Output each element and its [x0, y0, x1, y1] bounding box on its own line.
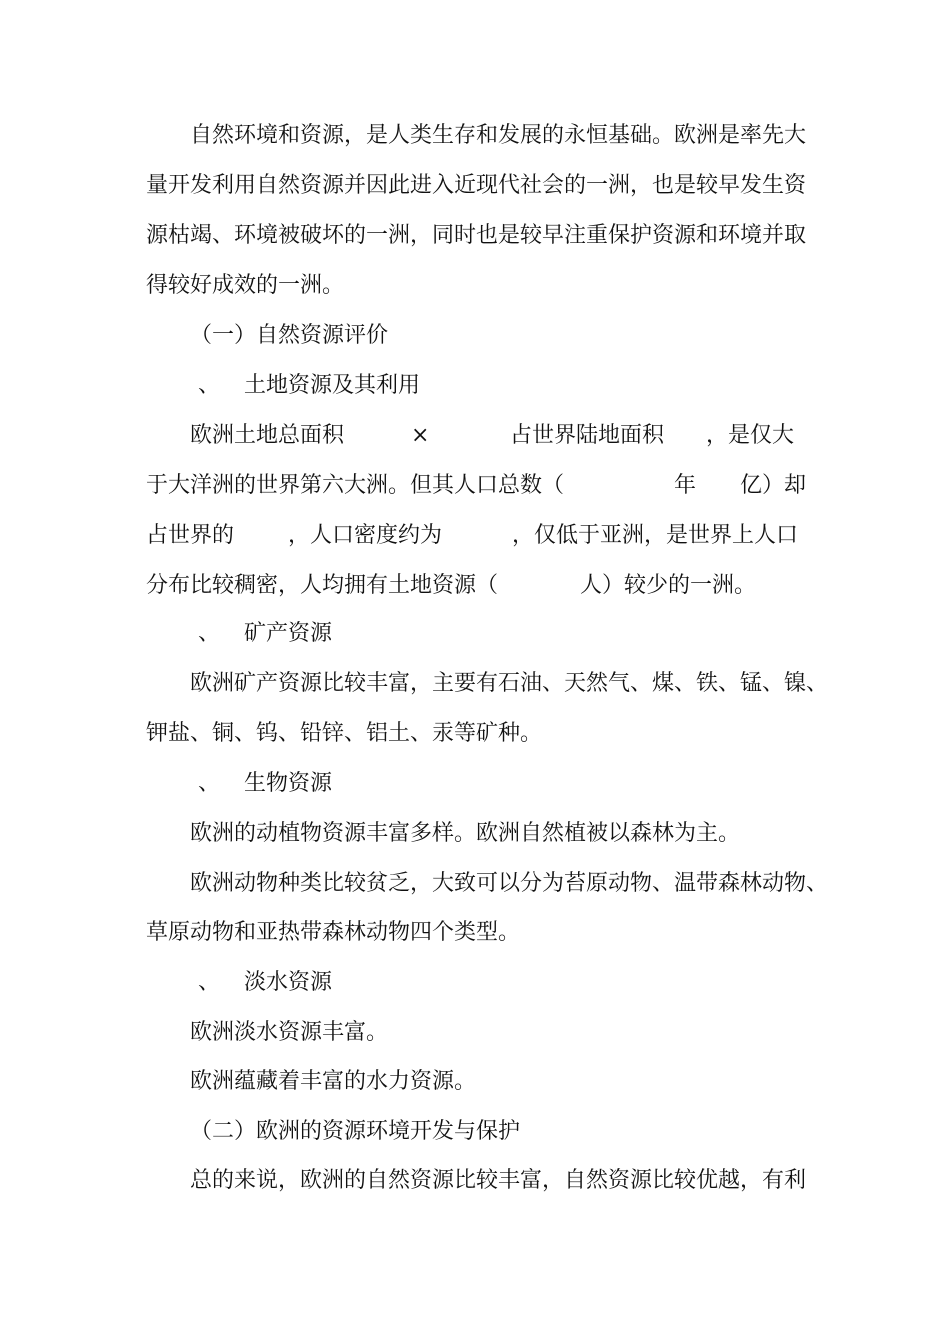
bio-paragraph-1: 欧洲的动植物资源丰富多样。欧洲自然植被以森林为主。: [190, 821, 741, 846]
water-paragraph-1: 欧洲淡水资源丰富。: [190, 1020, 389, 1045]
bio-heading-text: 生物资源: [244, 771, 333, 796]
land-line-3-a: 占世界的: [146, 523, 235, 548]
land-line-2: [0, 470, 950, 502]
land-line-2-c: 亿）却: [740, 473, 807, 498]
land-line-3: [0, 520, 950, 552]
intro-line-2: 量开发利用自然资源并因此进入近现代社会的一洲，也是较早发生资: [146, 173, 807, 198]
section-2-title: （二）欧洲的资源环境开发与保护: [190, 1119, 521, 1144]
land-heading-mark: 、: [198, 373, 221, 398]
water-heading-text: 淡水资源: [244, 970, 333, 995]
bio-heading-mark: 、: [198, 771, 221, 796]
mineral-line-2: 钾盐、铜、钨、铅锌、铝土、汞等矿种。: [146, 721, 543, 746]
land-line-3-c: ，仅低于亚洲，是世界上人口: [512, 523, 799, 548]
section-2-line-1: 总的来说，欧洲的自然资源比较丰富，自然资源比较优越，有利: [190, 1168, 807, 1193]
intro-line-4: 得较好成效的一洲。: [146, 273, 345, 298]
water-paragraph-2: 欧洲蕴藏着丰富的水力资源。: [190, 1069, 477, 1094]
bio-heading: [0, 768, 950, 800]
mineral-heading-mark: 、: [198, 621, 221, 646]
mineral-line-1: 欧洲矿产资源比较丰富，主要有石油、天然气、煤、铁、锰、镍、: [190, 671, 829, 696]
water-heading: [0, 967, 950, 999]
land-line-1-a: 欧洲土地总面积: [190, 423, 345, 448]
water-heading-mark: 、: [198, 970, 221, 995]
land-heading: [0, 370, 950, 402]
intro-line-3: 源枯竭、环境被破坏的一洲，同时也是较早注重保护资源和环境并取: [146, 223, 807, 248]
land-line-1-c: 占世界陆地面积: [510, 423, 665, 448]
land-line-4-b: 人）较少的一洲。: [580, 573, 757, 598]
mineral-heading-text: 矿产资源: [244, 621, 333, 646]
land-line-1-d: ，是仅大: [706, 423, 795, 448]
land-line-4-a: 分布比较稠密，人均拥有土地资源（: [146, 573, 499, 598]
land-line-1-b: ×: [411, 423, 430, 448]
section-1-title: （一）自然资源评价: [190, 323, 389, 348]
land-line-2-a: 于大洋洲的世界第六大洲。但其人口总数（: [146, 473, 565, 498]
land-line-3-b: ，人口密度约为: [288, 523, 443, 548]
land-heading-text: 土地资源及其利用: [244, 373, 421, 398]
land-line-4: [0, 570, 950, 602]
land-line-2-b: 年: [674, 473, 697, 498]
bio-paragraph-2-line-2: 草原动物和亚热带森林动物四个类型。: [146, 920, 521, 945]
land-line-1: [0, 420, 950, 452]
intro-line-1: 自然环境和资源，是人类生存和发展的永恒基础。欧洲是率先大: [190, 123, 807, 148]
mineral-heading: [0, 618, 950, 650]
bio-paragraph-2-line-1: 欧洲动物种类比较贫乏，大致可以分为苔原动物、温带森林动物、: [190, 871, 829, 896]
